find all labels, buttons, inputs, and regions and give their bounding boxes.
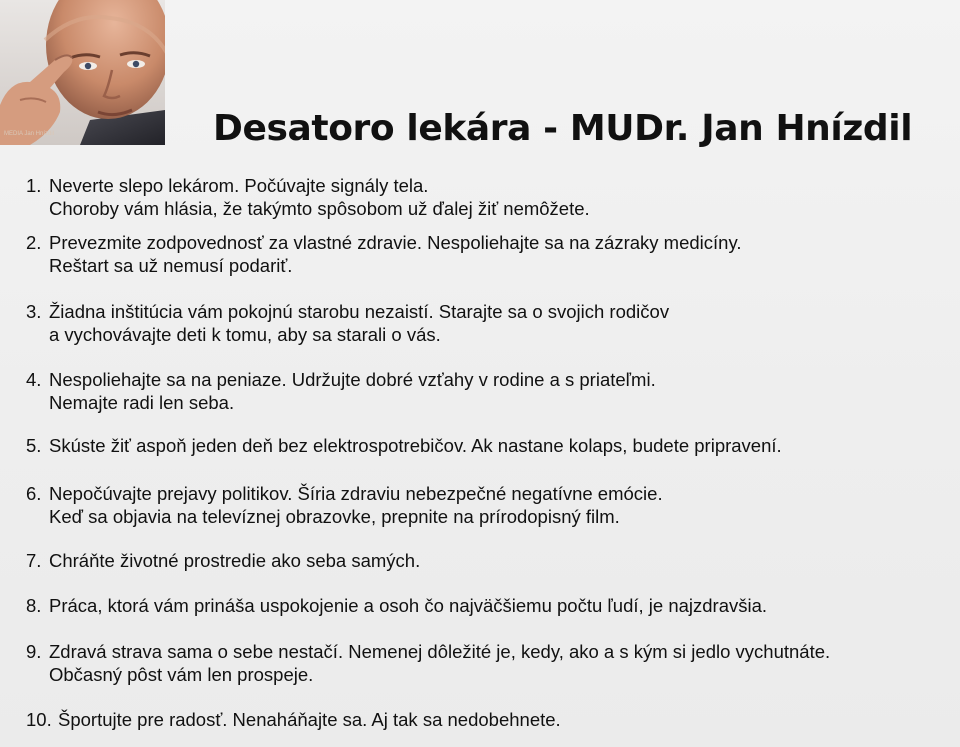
item-text: Neverte slepo lekárom. Počúvajte signály tela. — [49, 175, 429, 196]
item-number: 7. — [26, 550, 42, 571]
list-item — [26, 300, 830, 368]
item-text: Nepočúvajte prejavy politikov. Šíria zdraviu nebezpečné negatívne emócie. — [49, 483, 663, 504]
list-item — [26, 368, 830, 434]
item-text: Chráňte životné prostredie ako seba samých. — [49, 550, 421, 571]
item-text-continued: a vychovávajte deti k tomu, aby sa starali o vás. — [49, 324, 441, 345]
item-text: Prevezmite zodpovednosť za vlastné zdravie. Nespoliehajte sa na zázraky medicíny. — [49, 232, 742, 253]
item-text: Skúste žiť aspoň jeden deň bez elektrospotrebičov. Ak nastane kolaps, budete pripravení. — [49, 435, 782, 456]
item-number: 8. — [26, 595, 42, 616]
list-item — [26, 640, 830, 708]
list-item — [26, 708, 830, 732]
item-text-continued: Reštart sa už nemusí podariť. — [49, 255, 293, 276]
item-text-continued: Choroby vám hlásia, že takýmto spôsobom už ďalej žiť nemôžete. — [49, 198, 590, 219]
item-number: 6. — [26, 483, 42, 504]
item-text: Nespoliehajte sa na peniaze. Udržujte dobré vzťahy v rodine a s priateľmi. — [49, 369, 656, 390]
list-item — [26, 549, 830, 594]
item-text-continued: Nemajte radi len seba. — [49, 392, 235, 413]
item-number: 5. — [26, 435, 42, 456]
page-title: Desatoro lekára - MUDr. Jan Hnízdil — [213, 108, 913, 149]
item-number: 9. — [26, 641, 42, 662]
item-text-continued: Keď sa objavia na televíznej obrazovke, prepnite na prírodopisný film. — [49, 506, 620, 527]
item-number: 2. — [26, 232, 42, 253]
item-text: Práca, ktorá vám prináša uspokojenie a osoh čo najväčšiemu počtu ľudí, je najzdravšia. — [49, 595, 768, 616]
list-item — [26, 482, 830, 549]
item-text: Športujte pre radosť. Nenaháňajte sa. Aj tak sa nedobehnete. — [58, 709, 561, 730]
item-number: 3. — [26, 301, 42, 322]
item-text: Žiadna inštitúcia vám pokojnú starobu nezaistí. Starajte sa o svojich rodičov — [49, 301, 670, 322]
item-text-continued: Občasný pôst vám len prospeje. — [49, 664, 314, 685]
portrait-illustration — [0, 0, 165, 145]
commandments-list — [26, 174, 830, 732]
list-item — [26, 231, 830, 300]
list-item — [26, 594, 830, 640]
list-item — [26, 174, 830, 231]
item-number: 1. — [26, 175, 42, 196]
item-number: 4. — [26, 369, 42, 390]
author-portrait — [0, 0, 165, 145]
photo-caption: MEDIA Jan Hnízdil — [4, 131, 55, 137]
item-text: Zdravá strava sama o sebe nestačí. Nemenej dôležité je, kedy, ako a s kým si jedlo vychutnáte. — [49, 641, 831, 662]
item-number: 10. — [26, 709, 52, 730]
list-item — [26, 434, 830, 482]
